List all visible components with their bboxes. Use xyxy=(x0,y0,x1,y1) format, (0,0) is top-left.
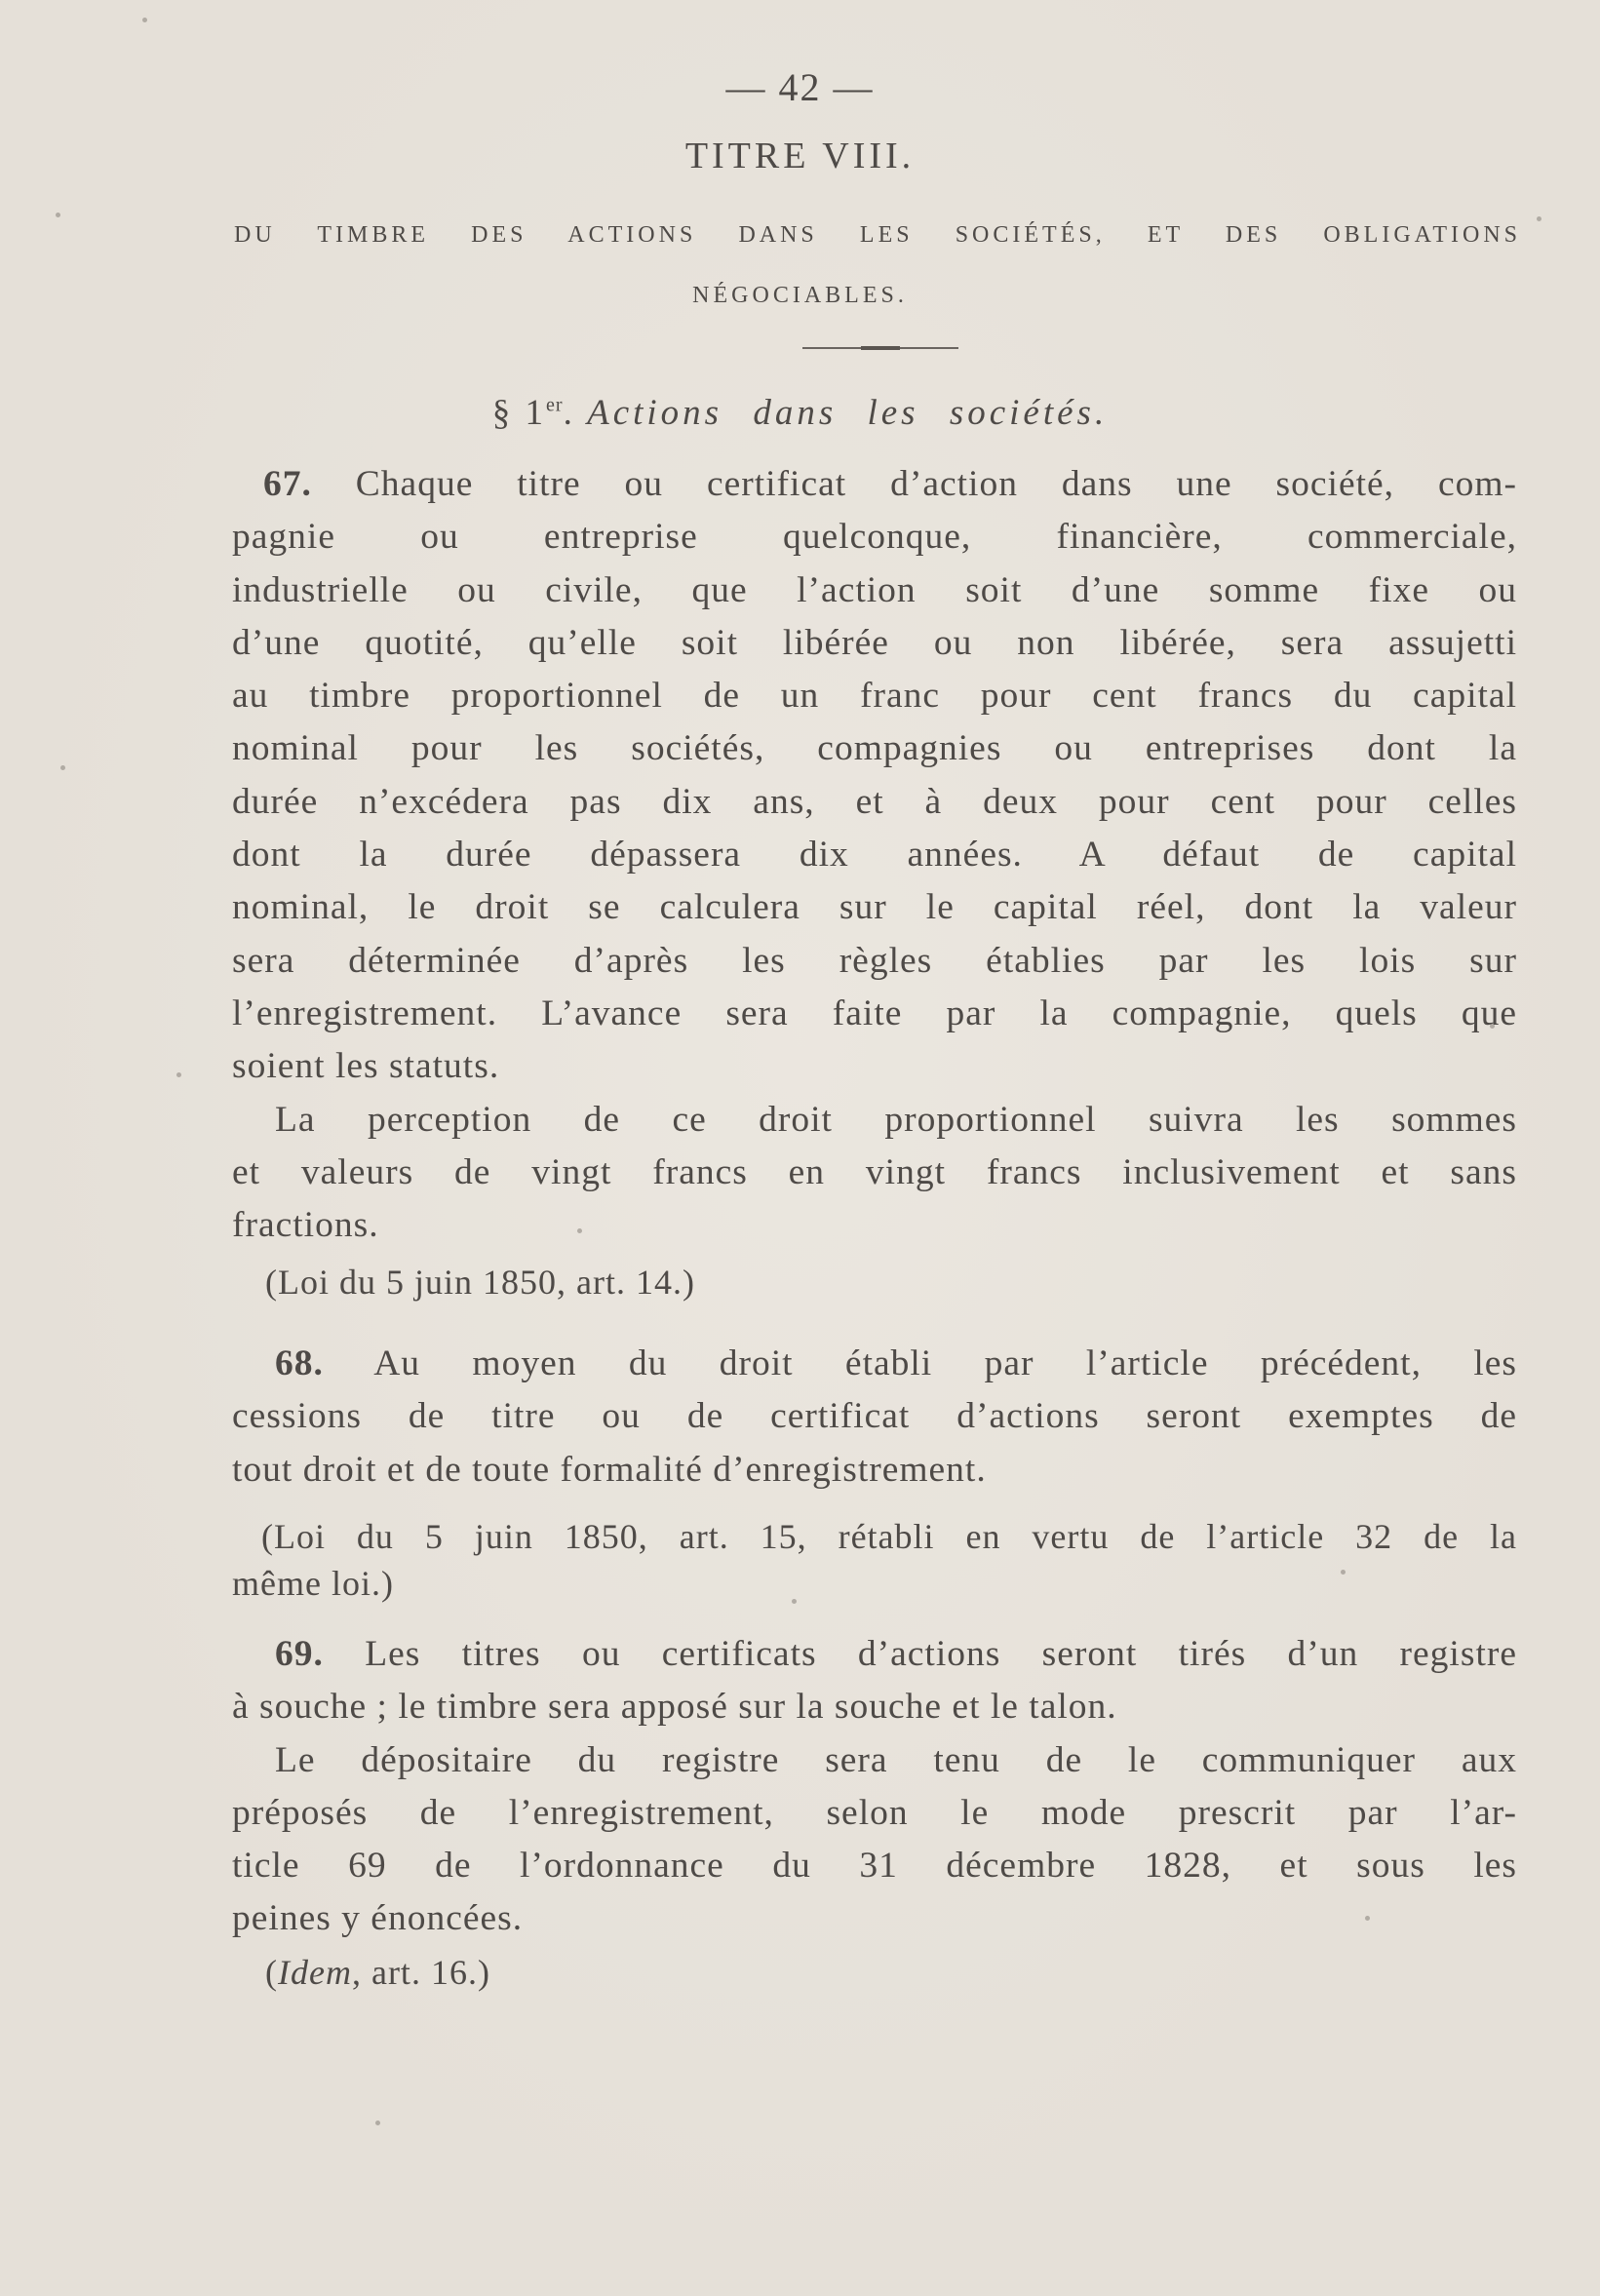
article-67 xyxy=(232,458,1517,1252)
paper-speck xyxy=(60,765,65,770)
article-line: d’une quotité, qu’elle soit libérée ou non libérée, sera assujetti xyxy=(232,622,1517,663)
paper-speck xyxy=(142,18,147,22)
legal-reference: (Loi du 5 juin 1850, art. 14.) xyxy=(265,1263,695,1302)
legal-reference: (Idem, art. 16.) xyxy=(265,1953,490,1992)
article-line: industrielle ou civile, que l’action soit d’une somme fixe ou xyxy=(232,569,1517,610)
article-line: sera déterminée d’après les règles établies par les lois sur xyxy=(232,940,1517,981)
article-line: 68. Au moyen du droit établi par l’article précédent, les xyxy=(275,1343,1517,1383)
article-number: 68. xyxy=(275,1343,324,1383)
chapter-subtitle-line2: NÉGOCIABLES. xyxy=(692,283,908,308)
article-line: nominal pour les sociétés, compagnies ou entreprises dont la xyxy=(232,728,1517,769)
article-line: l’enregistrement. L’avance sera faite par la compagnie, quels que xyxy=(232,992,1517,1033)
chapter-subtitle-line1: DU TIMBRE DES ACTIONS DANS LES SOCIÉTÉS, ET DES OBLIGATIONS xyxy=(234,222,1521,248)
section-mark: § 1 xyxy=(491,393,547,433)
title-divider xyxy=(802,347,958,349)
section-sup: er xyxy=(546,394,564,416)
article-line: nominal, le droit se calculera sur le capital réel, dont la valeur xyxy=(232,887,1517,928)
article-line: à souche ; le timbre sera apposé sur la souche et le talon. xyxy=(232,1687,1117,1728)
article-number: 67. xyxy=(263,464,312,504)
page-number: — 42 — xyxy=(725,65,875,109)
chapter-title: TITRE VIII. xyxy=(684,136,916,176)
article-line: La perception de ce droit proportionnel suivra les sommes xyxy=(275,1099,1517,1140)
section-title: Actions dans les sociétés. xyxy=(587,393,1109,433)
paper-speck xyxy=(375,2121,380,2125)
article-line: 69. Les titres ou certificats d’actions seront tirés d’un registre xyxy=(275,1634,1517,1674)
legal-reference: (Loi du 5 juin 1850, art. 15, rétabli en vertu de l’article 32 de la même loi.) xyxy=(232,1517,1517,1603)
article-line: cessions de titre ou de certificat d’actions seront exemptes de xyxy=(232,1396,1517,1437)
article-number: 69. xyxy=(275,1634,324,1674)
article-line: fractions. xyxy=(232,1205,379,1246)
paper-speck xyxy=(176,1072,181,1077)
paper-speck xyxy=(56,213,60,217)
paper-speck xyxy=(1537,216,1541,221)
idem-label: Idem xyxy=(278,1953,352,1992)
article-line: et valeurs de vingt francs en vingt francs inclusivement et sans xyxy=(232,1151,1517,1192)
article-line: pagnie ou entreprise quelconque, financière, commerciale, xyxy=(232,517,1517,558)
article-line: dont la durée dépassera dix années. A défaut de capital xyxy=(232,835,1517,876)
article-line: soient les statuts. xyxy=(232,1046,500,1087)
article-line: durée n’excédera pas dix ans, et à deux pour cent pour celles xyxy=(232,781,1517,822)
article-69 xyxy=(232,1628,1517,1946)
article-line: tout droit et de toute formalité d’enregistrement. xyxy=(232,1449,987,1490)
section-heading xyxy=(0,392,1600,434)
article-line: ticle 69 de l’ordonnance du 31 décembre 1828, et sous les xyxy=(232,1846,1517,1887)
article-line: Le dépositaire du registre sera tenu de le communiquer aux xyxy=(275,1739,1517,1780)
article-line: au timbre proportionnel de un franc pour cent francs du capital xyxy=(232,676,1517,717)
article-line: 67. Chaque titre ou certificat d’action dans une société, com- xyxy=(263,464,1517,504)
article-68 xyxy=(232,1338,1517,1497)
article-line: peines y énoncées. xyxy=(232,1898,524,1939)
section-dot: . xyxy=(563,393,575,433)
article-line: préposés de l’enregistrement, selon le mode prescrit par l’ar- xyxy=(232,1792,1517,1833)
